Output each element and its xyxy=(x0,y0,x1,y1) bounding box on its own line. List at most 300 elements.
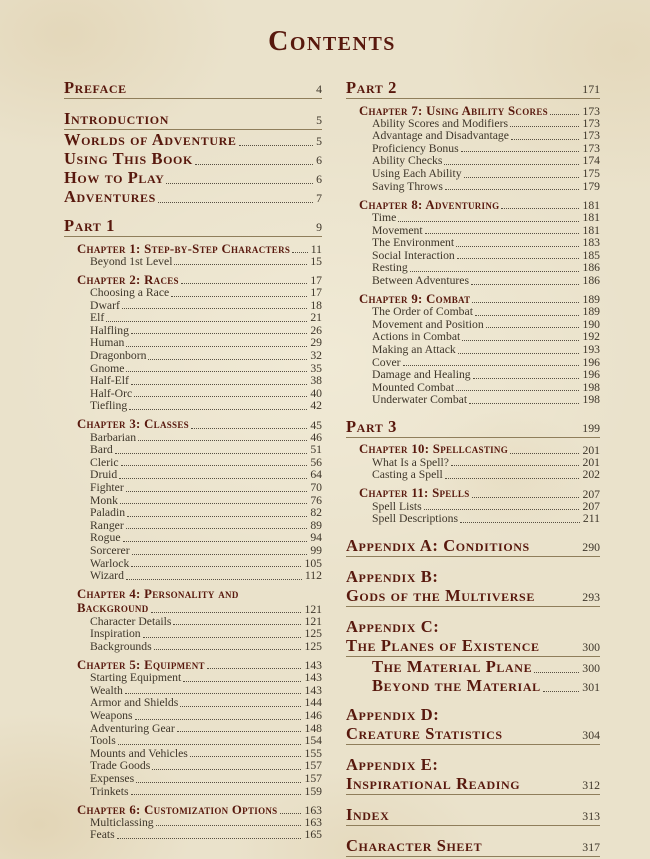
toc-chapter-row xyxy=(64,601,322,615)
toc-section-row-label: Appendix A: Conditions xyxy=(346,535,530,555)
dot-leader xyxy=(120,503,307,504)
toc-entry xyxy=(346,469,600,482)
toc-chapter xyxy=(346,104,600,194)
toc-section-row-page: 9 xyxy=(316,220,322,234)
toc-entry-label: Inspiration xyxy=(90,627,141,641)
dot-leader xyxy=(136,782,301,783)
toc-chapter-row xyxy=(64,273,322,287)
toc-entry-label: Armor and Shields xyxy=(90,696,179,710)
toc-entry-label: Dragonborn xyxy=(90,348,147,362)
toc-section xyxy=(346,417,600,438)
toc-entry-label: Choosing a Race xyxy=(90,286,170,299)
toc-entry-page: 144 xyxy=(304,696,322,710)
dot-leader xyxy=(510,126,579,127)
toc-entry xyxy=(64,710,322,723)
toc-entry-page: 17 xyxy=(310,286,322,299)
dot-leader xyxy=(550,114,580,115)
toc-section-row-page: 304 xyxy=(582,727,600,742)
toc-entry-label: Social Interaction xyxy=(372,248,455,262)
toc-entry-page: 157 xyxy=(304,771,322,785)
toc-section-row-page: 317 xyxy=(582,839,600,854)
toc-section-row-page: 312 xyxy=(582,777,600,792)
toc-entry xyxy=(64,545,322,558)
toc-entry-label: Cover xyxy=(372,355,401,369)
toc-entry xyxy=(64,312,322,325)
toc-chapter-title xyxy=(64,417,322,431)
toc-entry-label: Backgrounds xyxy=(90,639,152,653)
dot-leader xyxy=(115,453,308,454)
toc-section-row-label: Gods of the Multiverse xyxy=(346,585,535,605)
toc-entry-page: 56 xyxy=(310,455,322,469)
toc-entry-page: 198 xyxy=(582,393,600,407)
toc-chapter-row-page: 45 xyxy=(310,418,322,432)
toc-column-right xyxy=(346,68,600,857)
toc-entry xyxy=(64,786,322,799)
toc-entry-page: 32 xyxy=(310,348,322,362)
toc-section-row-label: The Planes of Existence xyxy=(346,635,540,655)
toc-section-row xyxy=(346,805,600,824)
toc-entry-page: 163 xyxy=(304,815,322,829)
toc-section-title-line: Appendix C: xyxy=(346,616,440,636)
toc-entry xyxy=(64,187,322,206)
toc-chapter-row-page: 207 xyxy=(582,487,600,501)
toc-entry-page: 89 xyxy=(310,518,322,532)
dot-leader xyxy=(456,390,579,391)
toc-chapter-row xyxy=(346,486,600,500)
toc-chapter-title xyxy=(64,587,322,615)
toc-chapter-title xyxy=(64,803,322,817)
dot-leader xyxy=(123,541,308,542)
toc-entry-label: Advantage and Disadvantage xyxy=(372,129,509,143)
toc-entry xyxy=(64,350,322,363)
toc-entry-page: 125 xyxy=(304,639,322,653)
toc-entry-label: Rogue xyxy=(90,531,121,545)
toc-chapter-row-label: Chapter 6: Customization Options xyxy=(77,802,278,817)
toc-entry-label: Character Details xyxy=(90,614,172,628)
dot-leader xyxy=(280,813,302,814)
toc-section-row-page: 290 xyxy=(582,539,600,554)
toc-entry-page: 173 xyxy=(582,116,600,130)
dot-leader xyxy=(180,706,301,707)
toc-entry-label: How to Play xyxy=(64,168,165,187)
toc-chapter-title xyxy=(64,273,322,287)
toc-entry xyxy=(64,507,322,520)
toc-entry-page: 190 xyxy=(582,317,600,331)
toc-section-title-line: Appendix E: xyxy=(346,754,439,774)
dot-leader xyxy=(181,283,307,284)
toc-columns xyxy=(64,68,600,857)
toc-entry xyxy=(346,306,600,319)
toc-section-title xyxy=(346,567,600,607)
toc-section-title xyxy=(64,216,322,237)
toc-chapter-row-page: 201 xyxy=(582,443,600,457)
dot-leader xyxy=(456,246,579,247)
dot-leader xyxy=(118,744,302,745)
toc-section-title xyxy=(346,705,600,745)
toc-entry-page: 15 xyxy=(310,254,322,268)
toc-entry-label: Half-Orc xyxy=(90,386,133,400)
toc-entry-page: 94 xyxy=(310,531,322,545)
toc-section xyxy=(346,567,600,607)
toc-entry xyxy=(346,275,600,288)
toc-section-row-label: Part 2 xyxy=(346,78,397,97)
toc-entry-page: 6 xyxy=(316,172,322,186)
toc-entry-label: Mounts and Vehicles xyxy=(90,746,188,760)
dot-leader xyxy=(125,693,302,694)
toc-entry xyxy=(64,570,322,583)
toc-entry-page: 202 xyxy=(582,468,600,482)
toc-entry xyxy=(64,641,322,654)
dot-leader xyxy=(131,384,307,385)
toc-entry-page: 82 xyxy=(310,506,322,520)
dot-leader xyxy=(106,321,307,322)
toc-entry-label: Adventures xyxy=(64,187,156,206)
toc-entry-page: 26 xyxy=(310,323,322,337)
toc-chapter-row-page: 17 xyxy=(310,274,322,287)
toc-entry xyxy=(64,628,322,641)
toc-entry-label: Weapons xyxy=(90,708,133,722)
dot-leader xyxy=(173,624,301,625)
toc-chapter-title xyxy=(346,442,600,456)
toc-entry xyxy=(346,130,600,143)
toc-section xyxy=(346,78,600,99)
toc-section-title xyxy=(64,78,322,99)
toc-section xyxy=(346,536,600,557)
toc-entry-list xyxy=(64,287,322,413)
toc-entry-page: 173 xyxy=(582,129,600,143)
dot-leader xyxy=(126,346,307,347)
dot-leader xyxy=(239,145,314,146)
toc-entry-label: Bard xyxy=(90,443,113,457)
toc-chapter-row-label: Chapter 7: Using Ability Scores xyxy=(359,103,548,118)
toc-entry-page: 201 xyxy=(582,455,600,469)
toc-chapter-title xyxy=(346,292,600,306)
toc-entry xyxy=(346,657,600,676)
toc-section xyxy=(64,78,322,99)
toc-section xyxy=(346,617,600,695)
toc-chapter xyxy=(346,442,600,481)
toc-section-row xyxy=(346,636,600,655)
toc-entry-label: Tools xyxy=(90,734,116,748)
toc-entry xyxy=(64,773,322,786)
toc-entry-page: 185 xyxy=(582,248,600,262)
toc-entry-list xyxy=(346,118,600,194)
toc-entry-label: Ability Scores and Modifiers xyxy=(372,116,509,130)
dot-leader xyxy=(292,252,308,253)
toc-chapter xyxy=(346,198,600,288)
toc-entry-page: 181 xyxy=(582,223,600,237)
dot-leader xyxy=(138,440,307,441)
toc-entry-label: Barbarian xyxy=(90,430,137,444)
toc-entry-page: 18 xyxy=(310,298,322,312)
toc-entry-label: Spell Lists xyxy=(372,499,422,513)
toc-entry-page: 146 xyxy=(304,708,322,722)
toc-entry-label: What Is a Spell? xyxy=(372,455,449,469)
dot-leader xyxy=(156,825,302,826)
toc-chapter xyxy=(64,587,322,653)
toc-chapter-title xyxy=(346,486,600,500)
toc-chapter-row-label: Chapter 10: Spellcasting xyxy=(359,442,509,457)
toc-entry-page: 40 xyxy=(310,386,322,400)
dot-leader xyxy=(127,516,307,517)
toc-entry-label: Trade Goods xyxy=(90,759,151,773)
toc-section xyxy=(64,216,322,237)
toc-entry xyxy=(64,130,322,149)
dot-leader xyxy=(122,308,307,309)
toc-section-title xyxy=(64,109,322,130)
dot-leader xyxy=(126,579,302,580)
toc-column-left xyxy=(64,68,322,842)
toc-entry-page: 6 xyxy=(316,153,322,167)
toc-entry-label: Proficiency Bonus xyxy=(372,141,459,155)
toc-entry-label: Damage and Healing xyxy=(372,368,471,382)
toc-entry-label: Movement xyxy=(372,223,423,237)
toc-entry-label: Using This Book xyxy=(64,149,193,168)
toc-entry-page: 148 xyxy=(304,721,322,735)
toc-entry-page: 155 xyxy=(304,746,322,760)
toc-entry-label: Halfling xyxy=(90,323,129,337)
dot-leader xyxy=(143,637,302,638)
toc-entry-label: Half-Elf xyxy=(90,374,129,388)
toc-entry-page: 165 xyxy=(304,828,322,842)
toc-entry-page: 143 xyxy=(304,671,322,685)
toc-entry-label: Warlock xyxy=(90,556,130,570)
dot-leader xyxy=(425,233,580,234)
toc-chapter-row xyxy=(346,442,600,456)
toc-section-row-label: Introduction xyxy=(64,109,169,128)
toc-chapter xyxy=(346,292,600,407)
toc-section-row-label: Preface xyxy=(64,78,127,97)
toc-entry-list xyxy=(346,657,600,695)
toc-section-row-page: 4 xyxy=(316,82,322,96)
toc-chapter-row xyxy=(64,658,322,672)
toc-entry-label: The Environment xyxy=(372,236,455,250)
dot-leader xyxy=(207,668,302,669)
toc-entry-page: 183 xyxy=(582,236,600,250)
toc-entry xyxy=(64,375,322,388)
toc-entry-label: Wizard xyxy=(90,569,124,583)
toc-section xyxy=(346,836,600,857)
toc-entry-page: 174 xyxy=(582,154,600,168)
toc-entry-page: 192 xyxy=(582,330,600,344)
toc-chapter xyxy=(346,486,600,525)
toc-entry-page: 21 xyxy=(310,311,322,325)
toc-entry-label: Worlds of Adventure xyxy=(64,130,237,149)
dot-leader xyxy=(135,719,302,720)
toc-entry-page: 154 xyxy=(304,734,322,748)
toc-entry xyxy=(346,394,600,407)
toc-entry-page: 5 xyxy=(316,134,322,148)
toc-entry-page: 181 xyxy=(582,210,600,224)
toc-entry-page: 38 xyxy=(310,374,322,388)
dot-leader xyxy=(445,189,580,190)
toc-section xyxy=(64,109,322,206)
toc-entry-label: Sorcerer xyxy=(90,543,130,557)
toc-entry-page: 7 xyxy=(316,191,322,205)
toc-entry-label: Resting xyxy=(372,261,408,275)
toc-chapter xyxy=(64,242,322,269)
dot-leader xyxy=(126,491,308,492)
toc-entry-label: Time xyxy=(372,210,397,224)
toc-section-title xyxy=(346,836,600,857)
dot-leader xyxy=(132,554,308,555)
dot-leader xyxy=(471,284,579,285)
dot-leader xyxy=(451,465,580,466)
toc-entry-page: 159 xyxy=(304,784,322,798)
dot-leader xyxy=(126,528,308,529)
toc-chapter-row-label: Chapter 2: Races xyxy=(77,272,179,287)
toc-entry xyxy=(64,444,322,457)
toc-chapter-row-page: 173 xyxy=(582,104,600,118)
dot-leader xyxy=(424,509,580,510)
toc-section-row-label: Part 3 xyxy=(346,416,397,436)
dot-leader xyxy=(462,340,579,341)
toc-entry-label: Starting Equipment xyxy=(90,671,182,685)
dot-leader xyxy=(410,271,580,272)
toc-section-title xyxy=(346,805,600,826)
toc-section-row xyxy=(346,78,600,97)
toc-entry-label: Between Adventures xyxy=(372,273,470,287)
toc-entry-page: 193 xyxy=(582,343,600,357)
toc-chapter-title-line: Chapter 4: Personality and xyxy=(77,587,239,602)
toc-entry-list xyxy=(346,306,600,407)
toc-entry-label: Feats xyxy=(90,828,115,842)
toc-section-title-line: Appendix D: xyxy=(346,704,440,724)
toc-entry-page: 46 xyxy=(310,430,322,444)
toc-entry-label: Mounted Combat xyxy=(372,380,455,394)
dot-leader xyxy=(158,202,313,203)
toc-chapter-row-label: Chapter 9: Combat xyxy=(359,292,471,307)
toc-chapter-row-label: Chapter 11: Spells xyxy=(359,486,470,501)
toc-chapter-title xyxy=(346,198,600,212)
dot-leader xyxy=(177,731,302,732)
dot-leader xyxy=(151,612,302,613)
toc-chapter-row-page: 181 xyxy=(582,198,600,212)
toc-entry-label: Fighter xyxy=(90,481,124,495)
toc-entry-page: 175 xyxy=(582,167,600,181)
toc-entry-page: 196 xyxy=(582,368,600,382)
toc-entry-label: Expenses xyxy=(90,771,135,785)
toc-section-row xyxy=(64,78,322,97)
toc-entry-page: 179 xyxy=(582,179,600,193)
toc-entry xyxy=(64,287,322,300)
toc-entry-label: Trinkets xyxy=(90,784,129,798)
toc-section-row-page: 313 xyxy=(582,808,600,823)
dot-leader xyxy=(458,353,580,354)
toc-section-row xyxy=(346,836,600,855)
toc-section-row-label: Character Sheet xyxy=(346,835,483,855)
toc-entry xyxy=(64,400,322,413)
dot-leader xyxy=(131,794,302,795)
toc-entry xyxy=(346,369,600,382)
toc-entry-page: 42 xyxy=(310,399,322,413)
dot-leader xyxy=(461,151,580,152)
dot-leader xyxy=(469,403,579,404)
toc-chapter xyxy=(64,417,322,582)
toc-chapter-row-page: 11 xyxy=(310,242,322,256)
toc-entry xyxy=(346,237,600,250)
toc-entry xyxy=(64,168,322,187)
toc-entry-page: 35 xyxy=(310,361,322,375)
toc-entry-list xyxy=(346,212,600,288)
toc-entry-page: 198 xyxy=(582,380,600,394)
toc-chapter-row-label: Chapter 5: Equipment xyxy=(77,657,205,672)
toc-chapter-row xyxy=(346,292,600,306)
dot-leader xyxy=(190,756,302,757)
toc-section-row-label: Index xyxy=(346,804,390,824)
toc-entry-page: 157 xyxy=(304,759,322,773)
toc-section-row-page: 5 xyxy=(316,113,322,127)
toc-entry-label: Casting a Spell xyxy=(372,468,443,482)
dot-leader xyxy=(398,221,579,222)
toc-entry-label: Dwarf xyxy=(90,298,120,312)
page-title: Contents xyxy=(268,26,396,57)
dot-leader xyxy=(473,378,580,379)
toc-entry-page: 121 xyxy=(304,614,322,628)
dot-leader xyxy=(195,164,313,165)
toc-entry-page: 189 xyxy=(582,305,600,319)
toc-entry-page: 211 xyxy=(582,512,600,526)
toc-entry-label: Beyond 1st Level xyxy=(90,254,173,268)
dot-leader xyxy=(403,365,580,366)
dot-leader xyxy=(152,769,301,770)
toc-chapter xyxy=(64,273,322,413)
toc-entry-label: Using Each Ability xyxy=(372,167,462,181)
toc-entry-list xyxy=(64,432,322,583)
toc-entry-list xyxy=(64,256,322,269)
toc-section-row-label: Creature Statistics xyxy=(346,723,503,743)
toc-entry-list xyxy=(346,457,600,482)
dot-leader xyxy=(148,359,307,360)
toc-entry-page: 76 xyxy=(310,493,322,507)
dot-leader xyxy=(126,371,307,372)
toc-entry-page: 70 xyxy=(310,481,322,495)
toc-section xyxy=(346,705,600,745)
toc-section-row-page: 300 xyxy=(582,639,600,654)
toc-chapter-row xyxy=(346,198,600,212)
toc-section-title xyxy=(346,536,600,557)
dot-leader xyxy=(475,315,580,316)
toc-entry xyxy=(346,181,600,194)
toc-section xyxy=(346,755,600,795)
toc-entry-label: Ability Checks xyxy=(372,154,443,168)
toc-entry-list xyxy=(64,130,322,206)
toc-section-title xyxy=(346,417,600,438)
toc-section-row xyxy=(64,109,322,128)
toc-entry-page: 64 xyxy=(310,468,322,482)
toc-chapter-row-page: 163 xyxy=(304,803,322,817)
toc-entry-list xyxy=(64,672,322,798)
toc-entry-page: 173 xyxy=(582,141,600,155)
toc-entry-label: Tiefling xyxy=(90,399,128,413)
toc-entry-label: Ranger xyxy=(90,518,124,532)
dot-leader xyxy=(472,497,580,498)
dot-leader xyxy=(171,296,307,297)
toc-entry xyxy=(346,168,600,181)
toc-chapter-title xyxy=(64,242,322,256)
toc-chapter-row xyxy=(64,803,322,817)
dot-leader xyxy=(129,409,307,410)
toc-entry-label: Cleric xyxy=(90,455,119,469)
toc-entry-list xyxy=(346,501,600,526)
toc-chapter-title xyxy=(64,658,322,672)
dot-leader xyxy=(445,478,580,479)
toc-chapter-row xyxy=(346,104,600,118)
toc-chapter-row xyxy=(64,242,322,256)
toc-entry-label: Monk xyxy=(90,493,118,507)
dot-leader xyxy=(511,139,580,140)
toc-section-row-label: Inspirational Reading xyxy=(346,773,521,793)
